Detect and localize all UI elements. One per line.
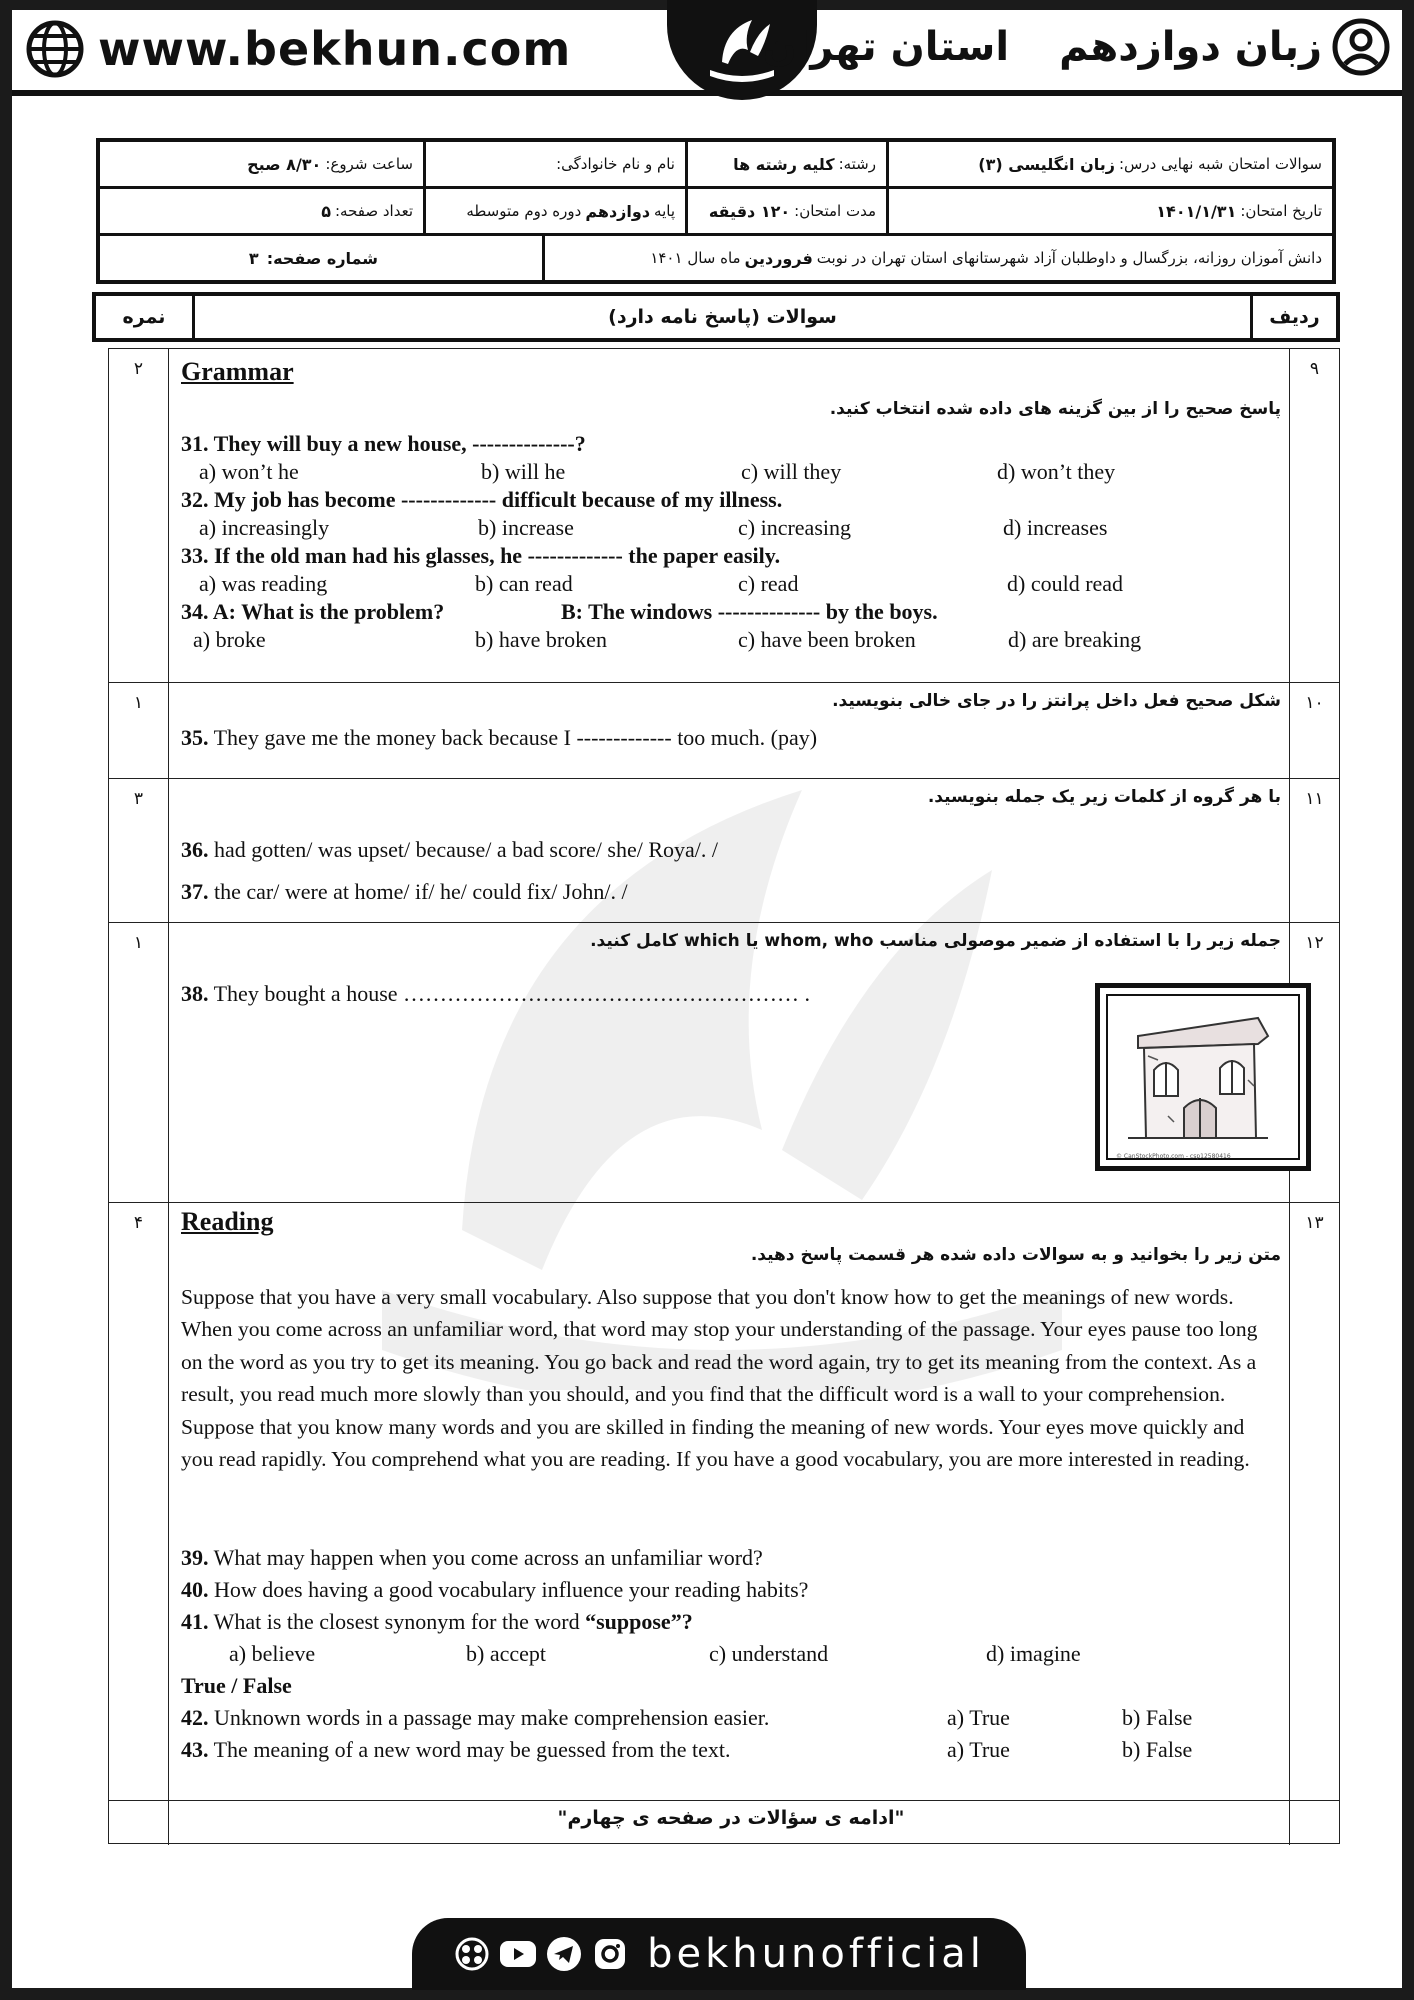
question-43: 43. The meaning of a new word may be guessed from the text.: [181, 1737, 731, 1762]
option[interactable]: b) increase: [478, 515, 574, 540]
exam-title-value: زبان انگلیسی (۳): [978, 154, 1115, 174]
section-reading: [109, 1203, 1339, 1801]
option[interactable]: a) was reading: [199, 571, 328, 596]
page-count-label: تعداد صفحه:: [334, 202, 413, 220]
info-row-3: [100, 236, 1332, 280]
exam-page: [12, 10, 1402, 1988]
social-handle[interactable]: bekhunofficial: [647, 1931, 985, 1977]
section-heading: Grammar: [181, 357, 294, 386]
image-credit: © CanStockPhoto.com - csp12580416: [1116, 1153, 1231, 1160]
students-month: فروردین: [744, 248, 813, 268]
questions-header: [92, 292, 1340, 342]
empty-score-cell: [109, 1801, 169, 1845]
option[interactable]: b) accept: [466, 1641, 546, 1666]
question-33: 33. If the old man had his glasses, he ------------- the paper easily.: [181, 543, 781, 568]
question-38: 38. They bought a house ……………………………………………… .: [181, 981, 811, 1006]
option-false[interactable]: b) False: [1122, 1705, 1193, 1730]
aparat-icon[interactable]: [453, 1935, 491, 1973]
start-time-label: ساعت شروع:: [325, 155, 413, 173]
section-row-number: ۱۱: [1289, 779, 1339, 922]
grade-cell: [423, 189, 685, 233]
students-year: ماه سال ۱۴۰۱: [650, 249, 741, 267]
students-text: دانش آموزان روزانه، بزرگسال و داوطلبان آزاد شهرستانهای استان تهران در نوبت: [816, 249, 1322, 267]
brand-province: استان تهران: [762, 24, 1010, 70]
section-row-number: ۱۰: [1289, 683, 1339, 778]
question-31: 31. They will buy a new house, --------------?: [181, 431, 586, 456]
section-sentence-building: [109, 779, 1339, 923]
true-false-heading: True / False: [181, 1673, 292, 1698]
option[interactable]: a) increasingly: [199, 515, 330, 540]
section-row-number: ۱۲: [1289, 923, 1339, 1202]
page-count-cell: [100, 189, 423, 233]
telegram-icon[interactable]: [545, 1935, 583, 1973]
option[interactable]: d) imagine: [986, 1641, 1081, 1666]
youtube-icon[interactable]: [499, 1935, 537, 1973]
section-row-number: ۱۳: [1289, 1203, 1339, 1800]
exam-info-table: [96, 138, 1336, 284]
question-34: 34. A: What is the problem?: [181, 599, 445, 624]
field-cell: [685, 142, 886, 186]
date-value: ۱۴۰۱/۱/۳۱: [1156, 201, 1237, 221]
brand-header: [12, 10, 1402, 96]
brand-subject: زبان دوازدهم: [1059, 24, 1322, 70]
section-instruction: پاسخ صحیح را از بین گزینه های داده شده انتخاب کنید.: [829, 399, 1281, 419]
globe-icon: [26, 20, 84, 78]
section-score: ۳: [109, 779, 169, 922]
section-instruction: با هر گروه از کلمات زیر یک جمله بنویسید.: [927, 787, 1281, 807]
info-row-2: [100, 189, 1332, 236]
question-34-part-b: B: The windows -------------- by the boys.: [561, 599, 938, 624]
section-instruction: جمله زیر را با استفاده از ضمیر موصولی مناسب whom, who یا which کامل کنید.: [590, 931, 1281, 951]
section-score: ۱: [109, 923, 169, 1202]
name-cell[interactable]: [423, 142, 685, 186]
option[interactable]: c) increasing: [738, 515, 851, 540]
duration-label: مدت امتحان:: [794, 202, 876, 220]
exam-title-cell: [886, 142, 1332, 186]
question-39: 39. What may happen when you come across an unfamiliar word?: [181, 1545, 763, 1570]
row-header: ردیف: [1250, 296, 1336, 338]
question-41: 41. What is the closest synonym for the word “suppose”?: [181, 1609, 693, 1634]
date-cell: [886, 189, 1332, 233]
duration-value: ۱۲۰ دقیقه: [708, 201, 791, 221]
start-time-value: ۸/۳۰ صبح: [247, 154, 322, 174]
option[interactable]: c) read: [738, 571, 799, 596]
grade-suffix: دوره دوم متوسطه: [466, 202, 582, 220]
option[interactable]: d) could read: [1007, 571, 1124, 596]
question-37: 37. the car/ were at home/ if/ he/ could fix/ John/. /: [181, 879, 628, 904]
brand-title: [762, 18, 1390, 76]
section-grammar: [109, 349, 1339, 683]
section-relative-pronoun: [109, 923, 1339, 1203]
section-row-number: ۹: [1289, 349, 1339, 682]
section-instruction: شکل صحیح فعل داخل پرانتز را در جای خالی بنویسید.: [832, 691, 1281, 711]
question-32: 32. My job has become ------------- difficult because of my illness.: [181, 487, 783, 512]
exam-title-label: سوالات امتحان شبه نهایی درس:: [1119, 155, 1322, 173]
section-verb-form: [109, 683, 1339, 779]
section-score: ۱: [109, 683, 169, 778]
date-label: تاریخ امتحان:: [1240, 202, 1322, 220]
score-header: نمره: [96, 296, 195, 338]
option[interactable]: b) can read: [475, 571, 573, 596]
empty-row-cell: [1289, 1801, 1339, 1845]
question-36: 36. had gotten/ was upset/ because/ a bad score/ she/ Roya/. /: [181, 837, 719, 862]
section-score: ۲: [109, 349, 169, 682]
section-continue: [109, 1801, 1339, 1845]
page-count-value: ۵: [321, 201, 331, 221]
question-35: 35. They gave me the money back because I ------------- too much. (pay): [181, 725, 818, 750]
option[interactable]: c) understand: [709, 1641, 829, 1666]
option[interactable]: d) are breaking: [1008, 627, 1142, 652]
option[interactable]: d) increases: [1003, 515, 1108, 540]
option[interactable]: a) won’t he: [199, 459, 299, 484]
user-icon: [1332, 18, 1390, 76]
option-true[interactable]: a) True: [947, 1705, 1010, 1730]
section-heading: Reading: [181, 1207, 274, 1236]
option[interactable]: c) have been broken: [738, 627, 916, 652]
reading-passage: Suppose that you have a very small vocabulary. Also suppose that you don't know how to get the meanings of new words. When you come across an unfamiliar word, that word may stop your understanding of the passage. Your eyes pause too long on the word as you try to get its meaning. You go back and read the word again, try to get its meaning from the context. As a result, you read much more slowly than you should, and you find that the difficult word is a wall to your comprehension. Suppose that you know many words and you are skilled in finding the meaning of new words. Your eyes move quickly and you read rapidly. You comprehend what you are reading. If you have a good vocabulary, you are more interested in reading.: [181, 1285, 1258, 1472]
page-number-value: ۳: [248, 248, 259, 268]
page-number-cell: [100, 236, 542, 280]
option[interactable]: a) broke: [193, 627, 266, 652]
questions-table: [108, 348, 1340, 1844]
brand-website[interactable]: [26, 20, 571, 78]
page-number-label: شماره صفحه:: [266, 248, 378, 268]
start-time-cell: [100, 142, 423, 186]
section-score: ۴: [109, 1203, 169, 1800]
continue-note: "ادامه ی سؤالات در صفحه ی چهارم": [557, 1807, 905, 1829]
grade-label: پایه: [654, 202, 675, 220]
field-value: کلیه رشته ها: [733, 154, 835, 174]
question-40: 40. How does having a good vocabulary influence your reading habits?: [181, 1577, 809, 1602]
question-42: 42. Unknown words in a passage may make comprehension easier.: [181, 1705, 770, 1730]
duration-cell: [685, 189, 886, 233]
info-row-1: [100, 142, 1332, 189]
option[interactable]: a) believe: [229, 1641, 316, 1666]
old-house-icon: [1108, 996, 1288, 1146]
option-false[interactable]: b) False: [1122, 1737, 1193, 1762]
field-label: رشته:: [838, 155, 876, 173]
questions-title: سوالات (پاسخ نامه دارد): [608, 306, 837, 328]
website-url[interactable]: www.bekhun.com: [98, 22, 572, 76]
students-cell: [542, 236, 1332, 280]
option-true[interactable]: a) True: [947, 1737, 1010, 1762]
option[interactable]: b) have broken: [475, 627, 607, 652]
old-house-picture: [1095, 983, 1311, 1171]
option[interactable]: c) will they: [741, 459, 842, 484]
social-footer: [412, 1918, 1026, 1990]
name-label: نام و نام خانوادگی:: [556, 155, 675, 173]
option[interactable]: d) won’t they: [997, 459, 1116, 484]
grade-value: دوازدهم: [585, 201, 651, 221]
instagram-icon[interactable]: [591, 1935, 629, 1973]
section-instruction: متن زیر را بخوانید و به سوالات داده شده هر قسمت پاسخ دهید.: [750, 1245, 1281, 1265]
option[interactable]: b) will he: [481, 459, 566, 484]
